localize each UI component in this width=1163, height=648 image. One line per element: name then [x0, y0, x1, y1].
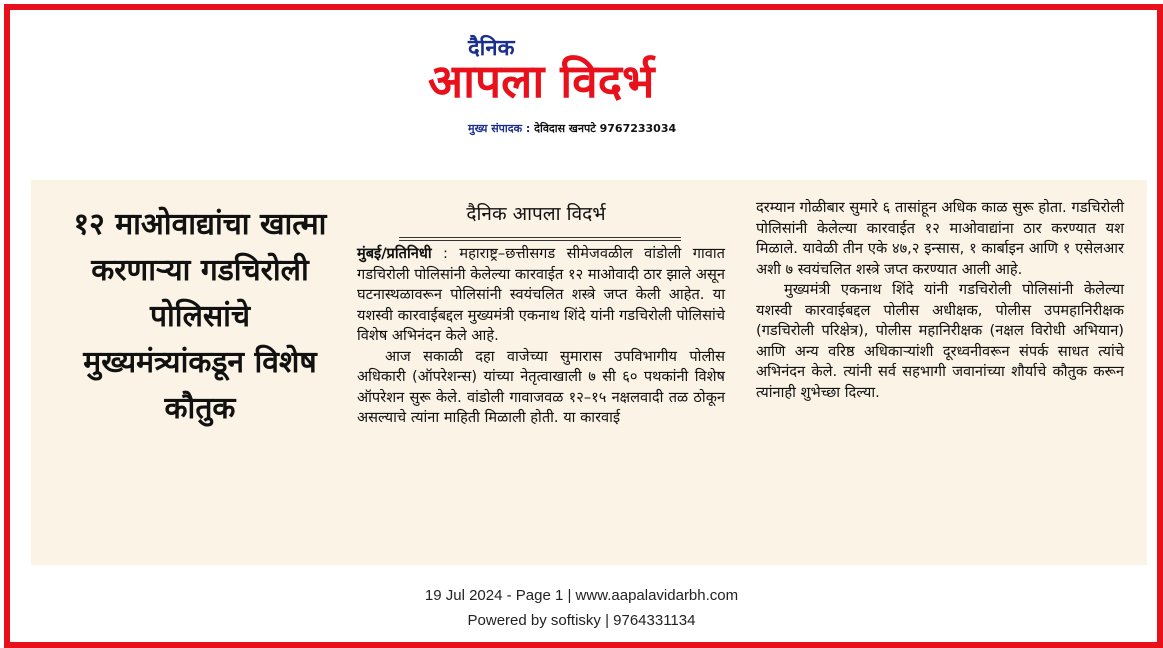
article-column-2	[756, 198, 1124, 403]
article-clipping	[31, 180, 1147, 565]
title-rule	[399, 237, 681, 239]
paragraph	[357, 244, 725, 347]
editor-credit	[468, 121, 676, 136]
paragraph: दरम्यान गोळीबार सुमारे ६ तासांहून अधिक काळ सुरू होता. गडचिरोली पोलिसांनी केलेल्या कारवाईत १२ माओवाद्यांना ठार करण्यात यश मिळाले. यावेळी तीन एके ४७,२ इन्सास, १ कार्बाइन आणि १ एसेलआर अशी ७ स्वयंचलित शस्त्रे जप्त करण्यात आली आहे.	[756, 199, 1124, 278]
column-title: दैनिक आपला विदर्भ	[466, 203, 606, 225]
footer-date-url: 19 Jul 2024 - Page 1 | www.aapalavidarbh.com	[424, 587, 739, 604]
masthead-small-title: दैनिक	[468, 36, 515, 61]
dateline: मुंबई/प्रतिनिधी	[357, 245, 432, 262]
title-rule-second	[399, 240, 681, 242]
editor-value: देविदास खनपटे 9767233034	[534, 122, 677, 135]
paragraph: आज सकाळी दहा वाजेच्या सुमारास उपविभागीय पोलीस अधिकारी (ऑपरेशन्स) यांच्या नेतृत्वाखाली ७ सी ६० पथकांनी विशेष ऑपरेशन सुरू केले. वांडोली गावाजवळ १२–१५ नक्षलवादी तळ ठोकून असल्याचे त्यांना माहिती मिळाली होती. या कारवाई	[357, 347, 725, 426]
masthead-title: आपला विदर्भ	[428, 54, 655, 108]
paragraph-text: : महाराष्ट्र–छत्तीसगड सीमेजवळील वांडोली गावात गडचिरोली पोलिसांनी केलेल्या कारवाईत १२ माओवादी ठार झाले असून घटनास्थळावरून पोलिसांनी स्वयंचलित शस्त्रे जप्त केली आहेत. या यशस्वी कारवाईबद्दल मुख्यमंत्री एकनाथ शिंदे यांनी गडचिरोली पोलिसांचे विशेष अभिनंदन केले आहे.	[357, 245, 725, 344]
paragraph: मुख्यमंत्री एकनाथ शिंदे यांनी गडचिरोली पोलिसांनी केलेल्या यशस्वी कारवाईबद्दल पोलीस अधीक्षक, पोलीस उपमहानिरीक्षक (गडचिरोली परिक्षेत्र), पोलीस महानिरीक्षक (नक्षल विरोधी अभियान) आणि अन्य वरिष्ठ अधिकाऱ्यांशी दूरध्वनीवरून संपर्क साधत त्यांचे अभिनंदन केले. त्यांनी सर्व सहभागी जवानांच्या शौर्याचे कौतुक करून त्यांनाही शुभेच्छा दिल्या.	[756, 281, 1124, 401]
article-headline: १२ माओवाद्यांचा खात्मा करणाऱ्या गडचिरोली पोलिसांचे मुख्यमंत्र्यांकडून विशेष कौतुक	[73, 207, 327, 426]
editor-label: मुख्य संपादक :	[468, 122, 531, 135]
article-column-1	[357, 244, 725, 429]
masthead	[428, 38, 748, 142]
footer-powered-by: Powered by softisky | 9764331134	[467, 612, 696, 629]
